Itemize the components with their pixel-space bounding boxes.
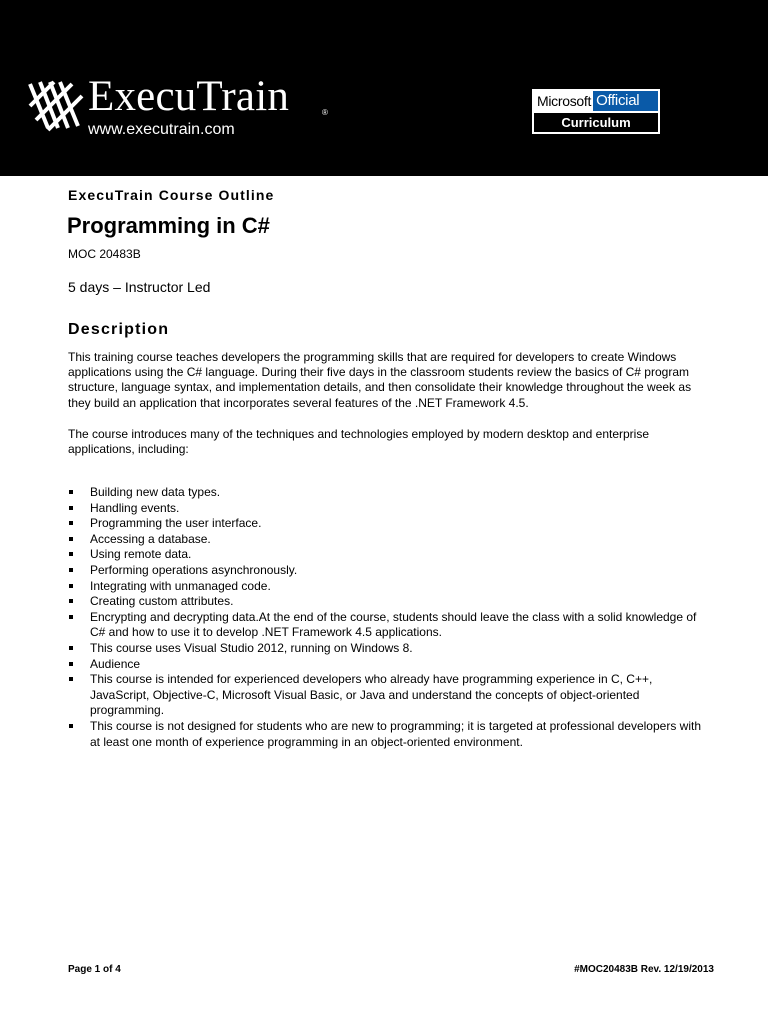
bullet-icon <box>69 646 73 650</box>
list-item-text: Using remote data. <box>90 547 192 562</box>
badge-microsoft-label: Microsoft <box>537 93 592 109</box>
description-paragraph-1: This training course teaches developers the programming skills that are required for developers to create Windows applications using the C# language. During their five days in the classroom students review the basics of C# program structure, language syntax, and implementation details, and then consolidate their knowledge throughout the week as they build an application that incorporates several features of the .NET Framework 4.5. <box>68 350 692 410</box>
page-title: Programming in C# <box>67 213 270 238</box>
list-item-text: Encrypting and decrypting data.At the end of the course, students should leave the class with a solid knowledge of C# and how to use it to develop .NET Framework 4.5 applications. <box>90 609 697 640</box>
bullet-icon <box>69 677 73 681</box>
topics-list <box>68 485 708 750</box>
brand-name: ExecuTrain <box>88 73 290 120</box>
badge-curriculum-label: Curriculum <box>534 113 658 132</box>
bullet-icon <box>69 521 73 525</box>
header-band <box>0 0 768 176</box>
list-item <box>68 563 708 579</box>
description-paragraph-2: The course introduces many of the techniques and technologies employed by modern desktop and enterprise applications, including: <box>68 427 650 457</box>
list-item <box>68 516 708 532</box>
list-item <box>68 579 708 595</box>
badge-official-label: Official <box>593 91 658 111</box>
list-item-text: Handling events. <box>90 500 180 515</box>
list-item <box>68 672 708 719</box>
list-item-text: This course is intended for experienced developers who already have programming experience in C, C++, JavaScript, Objective-C, Microsoft Visual Basic, or Java and understand the concepts of object-oriented programming. <box>90 672 653 718</box>
outline-label: ExecuTrain Course Outline <box>68 187 275 203</box>
list-item-text: Programming the user interface. <box>90 516 262 531</box>
page-number: Page 1 of 4 <box>68 964 121 975</box>
bullet-icon <box>69 615 73 619</box>
list-item <box>68 501 708 517</box>
description-heading: Description <box>68 321 170 338</box>
revision-code: #MOC20483B Rev. 12/19/2013 <box>574 964 714 975</box>
list-item-text: This course uses Visual Studio 2012, running on Windows 8. <box>90 640 413 655</box>
list-item <box>68 641 708 657</box>
list-item <box>68 594 708 610</box>
list-item-text: Integrating with unmanaged code. <box>90 578 271 593</box>
bullet-icon <box>69 537 73 541</box>
bullet-icon <box>69 506 73 510</box>
bullet-icon <box>69 584 73 588</box>
list-item <box>68 610 708 641</box>
bullet-icon <box>69 599 73 603</box>
bullet-icon <box>69 568 73 572</box>
course-duration: 5 days – Instructor Led <box>68 279 211 295</box>
list-item <box>68 547 708 563</box>
bullet-icon <box>69 662 73 666</box>
executrain-logo <box>26 72 346 142</box>
list-item-text: Creating custom attributes. <box>90 594 234 609</box>
course-code: MOC 20483B <box>68 247 141 261</box>
list-item <box>68 532 708 548</box>
bullet-icon <box>69 552 73 556</box>
list-item-text: Accessing a database. <box>90 531 211 546</box>
list-item <box>68 485 708 501</box>
list-item-text: Building new data types. <box>90 485 221 499</box>
list-item-text: Audience <box>90 656 141 671</box>
list-item-text: Performing operations asynchronously. <box>90 562 298 577</box>
executrain-logo-icon <box>26 76 86 136</box>
registered-mark: ® <box>322 108 328 117</box>
list-item-text: This course is not designed for students who are new to programming; it is targeted at professional developers with at least one month of experience programming in an object-oriented environment. <box>90 718 701 749</box>
list-item <box>68 657 708 673</box>
list-item <box>68 719 708 750</box>
bullet-icon <box>69 490 73 494</box>
microsoft-official-curriculum-badge <box>532 89 660 134</box>
brand-url[interactable]: www.executrain.com <box>88 121 235 138</box>
bullet-icon <box>69 724 73 728</box>
